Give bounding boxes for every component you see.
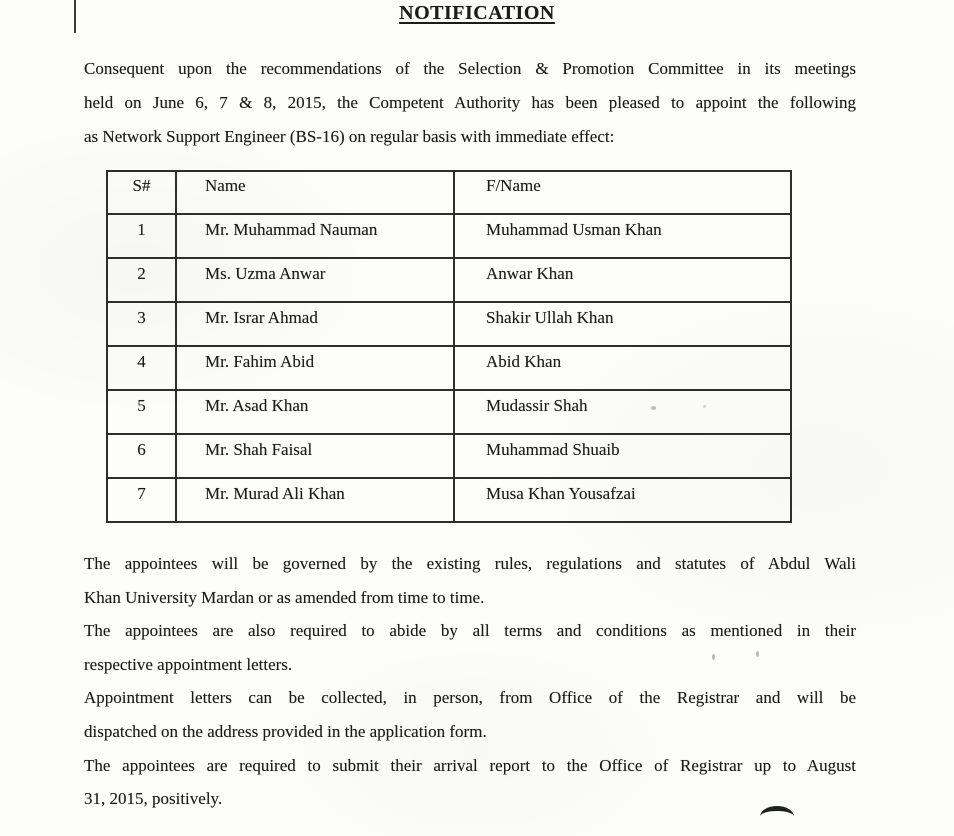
name-cell: Mr. Muhammad Nauman — [176, 214, 454, 258]
table-row — [107, 302, 791, 346]
name-cell: Mr. Asad Khan — [176, 390, 454, 434]
body-paragraph — [84, 614, 856, 681]
scan-speck — [712, 654, 715, 660]
table-row — [107, 214, 791, 258]
father-name-cell: Mudassir Shah — [454, 390, 791, 434]
father-name-cell: Muhammad Usman Khan — [454, 214, 791, 258]
body-paragraphs — [84, 547, 856, 816]
name-cell: Mr. Fahim Abid — [176, 346, 454, 390]
father-name-cell: Musa Khan Yousafzai — [454, 478, 791, 522]
text-line: held on June 6, 7 & 8, 2015, the Competent Authority has been pleased to appoint the following — [84, 93, 856, 112]
serial-cell: 4 — [107, 346, 176, 390]
text-line: respective appointment letters. — [84, 654, 293, 674]
text-line: as Network Support Engineer (BS-16) on regular basis with immediate effect: — [84, 127, 615, 146]
text-line: 31, 2015, positively. — [84, 789, 223, 809]
table-body — [107, 214, 791, 522]
father-name-cell: Anwar Khan — [454, 258, 791, 302]
text-line: The appointees will be governed by the existing rules, regulations and statutes of Abdul Wali — [84, 554, 856, 573]
table-header-cell: F/Name — [454, 171, 791, 214]
text-line: Khan University Mardan or as amended from time to time. — [84, 587, 485, 607]
name-cell: Mr. Shah Faisal — [176, 434, 454, 478]
scan-speck — [651, 406, 656, 410]
name-cell: Mr. Murad Ali Khan — [176, 478, 454, 522]
scan-speck — [703, 405, 706, 408]
text-line: The appointees are also required to abide by all terms and conditions as mentioned in their — [84, 621, 856, 641]
table-row — [107, 258, 791, 302]
intro-paragraph — [84, 52, 856, 154]
text-line: dispatched on the address provided in the application form. — [84, 721, 487, 741]
table-header-row — [107, 171, 791, 214]
serial-cell: 1 — [107, 214, 176, 258]
name-cell: Ms. Uzma Anwar — [176, 258, 454, 302]
table-row — [107, 434, 791, 478]
table-header-cell: Name — [176, 171, 454, 214]
father-name-cell: Shakir Ullah Khan — [454, 302, 791, 346]
table-header-cell: S# — [107, 171, 176, 214]
table-row — [107, 478, 791, 522]
text-line: Consequent upon the recommendations of the Selection & Promotion Committee in its meetings — [84, 59, 856, 78]
body-paragraph — [84, 547, 856, 614]
father-name-cell: Muhammad Shuaib — [454, 434, 791, 478]
father-name-cell: Abid Khan — [454, 346, 791, 390]
serial-cell: 3 — [107, 302, 176, 346]
scan-mark-arc — [760, 806, 794, 827]
table-row — [107, 390, 791, 434]
body-paragraph — [84, 749, 856, 816]
appointees-table — [106, 170, 792, 523]
notification-title: NOTIFICATION — [399, 2, 555, 24]
serial-cell: 5 — [107, 390, 176, 434]
body-paragraph — [84, 681, 856, 748]
scan-speck — [756, 651, 759, 657]
serial-cell: 6 — [107, 434, 176, 478]
serial-cell: 2 — [107, 258, 176, 302]
text-line: The appointees are required to submit their arrival report to the Office of Registrar up to August — [84, 755, 856, 775]
name-cell: Mr. Israr Ahmad — [176, 302, 454, 346]
serial-cell: 7 — [107, 478, 176, 522]
text-line: Appointment letters can be collected, in person, from Office of the Registrar and will be — [84, 688, 856, 708]
table-head — [107, 171, 791, 214]
table-row — [107, 346, 791, 390]
